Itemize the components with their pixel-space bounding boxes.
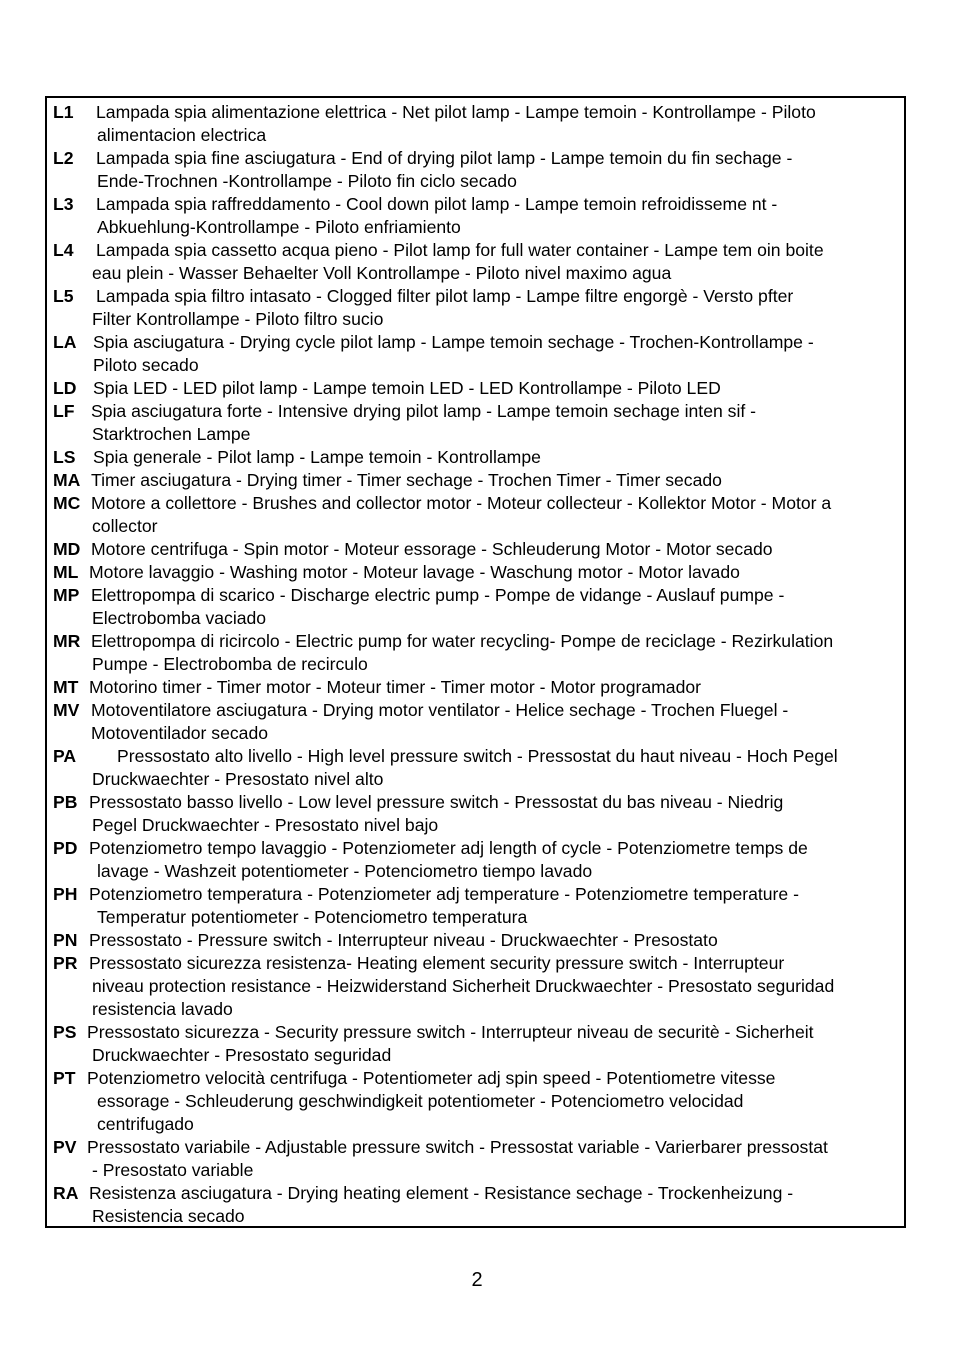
legend-entry-l1 xyxy=(47,101,904,147)
legend-code: ML xyxy=(53,562,79,582)
legend-code: L3 xyxy=(53,194,74,214)
legend-description-line: Pressostato alto livello - High level pressure switch - Pressostat du haut niveau - Hoch Pegel xyxy=(117,746,838,766)
legend-code: PS xyxy=(53,1022,77,1042)
legend-code: LD xyxy=(53,378,77,398)
legend-code: PD xyxy=(53,838,78,858)
legend-description-line: alimentacion electrica xyxy=(97,125,267,145)
legend-code: L1 xyxy=(53,102,74,122)
legend-description-line: Motorino timer - Timer motor - Moteur timer - Timer motor - Motor programador xyxy=(89,677,701,697)
legend-entry-mt xyxy=(47,676,904,699)
legend-description-line: Potenziometro tempo lavaggio - Potenziometer adj length of cycle - Potenziometre temps de xyxy=(89,838,808,858)
legend-entry-ml xyxy=(47,561,904,584)
legend-description-line: Pressostato variabile - Adjustable pressure switch - Pressostat variable - Varierbarer pressostat xyxy=(87,1137,828,1157)
legend-code: PR xyxy=(53,953,78,973)
legend-description-line: Pressostato - Pressure switch - Interrupteur niveau - Druckwaechter - Presostato xyxy=(89,930,718,950)
legend-code: LS xyxy=(53,447,76,467)
legend-entry-pn xyxy=(47,929,904,952)
legend-code: L4 xyxy=(53,240,74,260)
legend-entry-l3 xyxy=(47,193,904,239)
legend-description-line: Lampada spia fine asciugatura - End of drying pilot lamp - Lampe temoin du fin sechage - xyxy=(96,148,793,168)
legend-description-line: Pressostato sicurezza - Security pressure switch - Interrupteur niveau de securitè - Sicherheit xyxy=(87,1022,814,1042)
legend-entry-pa xyxy=(47,745,904,791)
legend-code: PA xyxy=(53,746,77,766)
legend-description-line: Abkuehlung-Kontrollampe - Piloto enfriamiento xyxy=(97,217,461,237)
legend-description-line: Pressostato sicurezza resistenza- Heating element security pressure switch - Interrupteur xyxy=(89,953,785,973)
legend-entry-ld xyxy=(47,377,904,400)
legend-description-line: essorage - Schleuderung geschwindigkeit potentiometer - Potenciometro velocidad xyxy=(97,1091,744,1111)
legend-description-line: Electrobomba vaciado xyxy=(92,608,267,628)
legend-entry-ps xyxy=(47,1021,904,1067)
legend-code: PN xyxy=(53,930,78,950)
legend-code: PB xyxy=(53,792,78,812)
legend-entry-pd xyxy=(47,837,904,883)
legend-entry-pt xyxy=(47,1067,904,1136)
legend-entry-ma xyxy=(47,469,904,492)
page-number: 2 xyxy=(471,1269,483,1291)
legend-code: LF xyxy=(53,401,75,421)
legend-code: L2 xyxy=(53,148,74,168)
legend-entry-md xyxy=(47,538,904,561)
legend-code: LA xyxy=(53,332,77,352)
legend-code: L5 xyxy=(53,286,74,306)
legend-description-line: Potenziometro velocità centrifuga - Potentiometer adj spin speed - Potentiometre vitesse xyxy=(87,1068,776,1088)
legend-description-line: niveau protection resistance - Heizwiderstand Sicherheit Druckwaechter - Presostato seguridad xyxy=(92,976,835,996)
legend-entry-ls xyxy=(47,446,904,469)
legend-description-line: Motoventilatore asciugatura - Drying motor ventilator - Helice sechage - Trochen Fluegel - xyxy=(91,700,789,720)
legend-entry-ph xyxy=(47,883,904,929)
legend-description-line: Motore centrifuga - Spin motor - Moteur essorage - Schleuderung Motor - Motor secado xyxy=(91,539,773,559)
legend-entry-l5 xyxy=(47,285,904,331)
legend-description-line: Spia LED - LED pilot lamp - Lampe temoin LED - LED Kontrollampe - Piloto LED xyxy=(93,378,721,398)
legend-description-line: Temperatur potentiometer - Potenciometro temperatura xyxy=(97,907,528,927)
legend-entry-mr xyxy=(47,630,904,676)
legend-description-line: Potenziometro temperatura - Potenziometer adj temperature - Potenziometre temperature - xyxy=(89,884,799,904)
legend-description-line: Lampada spia raffreddamento - Cool down pilot lamp - Lampe temoin refroidisseme nt - xyxy=(96,194,778,214)
legend-description-line: Lampada spia alimentazione elettrica - Net pilot lamp - Lampe temoin - Kontrollampe - Piloto xyxy=(96,102,816,122)
legend-description-line: Starktrochen Lampe xyxy=(92,424,251,444)
legend-description-line: Spia asciugatura forte - Intensive drying pilot lamp - Lampe temoin sechage inten sif - xyxy=(91,401,756,421)
legend-description-line: collector xyxy=(92,516,158,536)
legend-code: MD xyxy=(53,539,81,559)
legend-entry-pb xyxy=(47,791,904,837)
legend-description-line: Timer asciugatura - Drying timer - Timer sechage - Trochen Timer - Timer secado xyxy=(91,470,722,490)
legend-description-line: Piloto secado xyxy=(93,355,199,375)
legend-description-line: resistencia lavado xyxy=(92,999,233,1019)
legend-entry-la xyxy=(47,331,904,377)
legend-entry-ra xyxy=(47,1182,904,1228)
legend-description-line: Ende-Trochnen -Kontrollampe - Piloto fin ciclo secado xyxy=(97,171,517,191)
legend-description-line: Lampada spia filtro intasato - Clogged filter pilot lamp - Lampe filtre engorgè - Versto pfter xyxy=(96,286,794,306)
legend-description-line: Motore a collettore - Brushes and collector motor - Moteur collecteur - Kollektor Motor - Motor a xyxy=(91,493,832,513)
legend-code: PT xyxy=(53,1068,76,1088)
legend-code: MA xyxy=(53,470,81,490)
legend-code: MV xyxy=(53,700,80,720)
legend-description-line: - Presostato variable xyxy=(92,1160,254,1180)
legend-code: PH xyxy=(53,884,78,904)
legend-entry-mp xyxy=(47,584,904,630)
legend-description-line: Druckwaechter - Presostato seguridad xyxy=(92,1045,392,1065)
legend-entry-l2 xyxy=(47,147,904,193)
legend-entry-mv xyxy=(47,699,904,745)
legend-description-line: Pumpe - Electrobomba de recirculo xyxy=(92,654,368,674)
legend-entry-pr xyxy=(47,952,904,1021)
legend-description-line: lavage - Washzeit potentiometer - Potenciometro tiempo lavado xyxy=(97,861,593,881)
legend-description-line: Druckwaechter - Presostato nivel alto xyxy=(92,769,384,789)
legend-description-line: Pressostato basso livello - Low level pressure switch - Pressostat du bas niveau - Niedrig xyxy=(89,792,784,812)
legend-description-line: Filter Kontrollampe - Piloto filtro sucio xyxy=(92,309,384,329)
legend-code: MT xyxy=(53,677,79,697)
legend-description-line: Pegel Druckwaechter - Presostato nivel bajo xyxy=(92,815,439,835)
legend-entry-pv xyxy=(47,1136,904,1182)
legend-description-line: eau plein - Wasser Behaelter Voll Kontrollampe - Piloto nivel maximo agua xyxy=(92,263,672,283)
legend-entry-l4 xyxy=(47,239,904,285)
legend-description-line: Resistencia secado xyxy=(92,1206,245,1226)
legend-description-line: Lampada spia cassetto acqua pieno - Pilot lamp for full water container - Lampe tem oin boite xyxy=(96,240,824,260)
legend-code: MR xyxy=(53,631,81,651)
legend-description-line: Resistenza asciugatura - Drying heating element - Resistance sechage - Trockenheizung - xyxy=(89,1183,794,1203)
legend-entry-mc xyxy=(47,492,904,538)
legend-code: MC xyxy=(53,493,81,513)
legend-entry-lf xyxy=(47,400,904,446)
legend-description-line: Motoventilador secado xyxy=(91,723,269,743)
legend-description-line: Spia asciugatura - Drying cycle pilot lamp - Lampe temoin sechage - Trochen-Kontrollampe - xyxy=(93,332,814,352)
legend-box xyxy=(45,96,906,1228)
legend-description-line: Elettropompa di ricircolo - Electric pump for water recycling- Pompe de reciclage - Rezirkulation xyxy=(91,631,834,651)
legend-code: MP xyxy=(53,585,80,605)
legend-description-line: Motore lavaggio - Washing motor - Moteur lavage - Waschung motor - Motor lavado xyxy=(89,562,740,582)
legend-description-line: Spia generale - Pilot lamp - Lampe temoin - Kontrollampe xyxy=(93,447,541,467)
legend-code: RA xyxy=(53,1183,79,1203)
legend-description-line: Elettropompa di scarico - Discharge electric pump - Pompe de vidange - Auslauf pumpe - xyxy=(91,585,785,605)
legend-description-line: centrifugado xyxy=(97,1114,194,1134)
legend-code: PV xyxy=(53,1137,77,1157)
